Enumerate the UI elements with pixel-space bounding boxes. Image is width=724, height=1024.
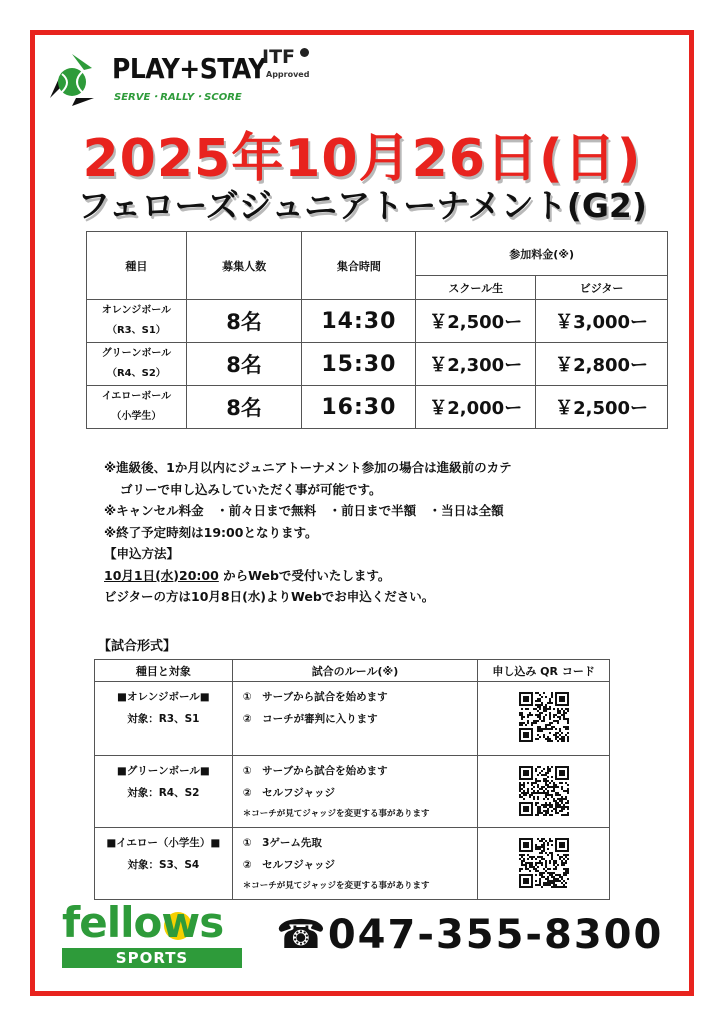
format-rule: ② コーチが審判に入ります [242, 713, 378, 725]
fee-row-school: ￥2,500ー [416, 300, 536, 343]
format-note: ＊コーチが見てジャッジを変更する事があります [242, 881, 430, 891]
apply-heading: 【申込方法】 [104, 546, 180, 561]
format-rule: ① サーブから試合を始めます [242, 691, 388, 703]
itf-text: ITF [262, 46, 296, 68]
apply-text: からWebで受付いたします。 [218, 567, 391, 583]
note-line: ※進級後、1か月以内にジュニアトーナメント参加の場合は進級前のカテ [104, 460, 512, 475]
fee-header-school: スクール生 [416, 276, 536, 300]
fee-row-capacity: 8名 [186, 300, 302, 343]
fee-row [87, 300, 668, 343]
apply-date: 10月1日(水)20:00 [104, 567, 219, 583]
logo-subtitle: SERVE・RALLY・SCORE [114, 92, 242, 103]
fellows-logo-bar: SPORTS [62, 948, 242, 968]
notes-block [104, 457, 664, 608]
format-row [95, 828, 610, 900]
fee-row-school: ￥2,300ー [416, 343, 536, 386]
fee-header-visitor: ビジター [536, 276, 668, 300]
format-header-rules: 試合のルール(※) [232, 660, 477, 682]
format-header-qr: 申し込み QR コード [478, 660, 610, 682]
fee-row-sub: （R3、S1） [106, 325, 166, 336]
fee-row-sub: （小学生） [111, 411, 162, 422]
fee-row-sub: （R4、S2） [106, 368, 166, 379]
logo-title: PLAY+STAY [112, 52, 266, 85]
format-row-name: ■イエロー（小学生）■ [106, 837, 221, 849]
format-row-target: 対象：R3、S1 [127, 713, 200, 725]
qr-code-yellow[interactable] [519, 838, 569, 888]
format-row-target: 対象：S3、S4 [127, 859, 200, 871]
fee-header-capacity: 募集人数 [186, 232, 302, 300]
format-rule: ② セルフジャッジ [242, 859, 335, 871]
play-stay-mark-icon [42, 50, 102, 110]
fee-table [86, 231, 668, 429]
visitor-apply-line: ビジターの方は10月8日(水)よりWebでお申込ください。 [104, 589, 435, 604]
qr-code-orange[interactable] [519, 692, 569, 742]
format-note: ＊コーチが見てジャッジを変更する事があります [242, 809, 430, 819]
fee-row-name: グリーンボール [101, 348, 172, 359]
event-date-title: 2025年10月26日(日) [82, 129, 642, 189]
format-rule: ② セルフジャッジ [242, 787, 335, 799]
note-line: ゴリーで申し込みしていただく事が可能です。 [120, 481, 382, 497]
note-line: ※キャンセル料金 ・前々日まで無料 ・前日まで半額 ・当日は全額 [104, 503, 504, 518]
fee-row-school: ￥2,000ー [416, 386, 536, 429]
fellows-logo-text: fellows [62, 898, 224, 947]
format-row [95, 682, 610, 756]
fee-header-fee: 参加料金(※) [416, 232, 668, 276]
format-rule: ① 3ゲーム先取 [242, 837, 322, 849]
fee-row-name: オレンジボール [101, 305, 172, 316]
fee-row-time: 14:30 [302, 300, 416, 343]
format-row [95, 756, 610, 828]
itf-approved: Approved [266, 70, 310, 79]
fee-row [87, 343, 668, 386]
fee-row [87, 386, 668, 429]
note-line: ※終了予定時刻は19:00となります。 [104, 524, 318, 540]
itf-logo [262, 46, 322, 86]
tennis-ball-icon [300, 48, 309, 57]
format-heading: 【試合形式】 [98, 639, 177, 654]
qr-code-green[interactable] [519, 766, 569, 816]
fee-row-capacity: 8名 [186, 343, 302, 386]
fee-row-visitor: ￥3,000ー [536, 300, 668, 343]
format-rule: ① サーブから試合を始めます [242, 765, 388, 777]
play-stay-logo [42, 48, 266, 114]
format-row-name: ■グリーンボール■ [116, 765, 210, 777]
format-row-target: 対象：R4、S2 [127, 787, 200, 799]
fee-row-name: イエローボール [101, 391, 172, 402]
format-row-name: ■オレンジボール■ [117, 691, 210, 703]
format-header-target: 種目と対象 [95, 660, 233, 682]
fee-row-time: 15:30 [302, 343, 416, 386]
fee-row-visitor: ￥2,800ー [536, 343, 668, 386]
fellows-sports-logo [62, 898, 242, 970]
fee-header-event: 種目 [87, 232, 187, 300]
fee-row-time: 16:30 [302, 386, 416, 429]
fee-header-time: 集合時間 [302, 232, 416, 300]
phone-number[interactable]: ☎047-355-8300 [276, 912, 664, 958]
apply-line [104, 565, 664, 587]
fee-row-capacity: 8名 [186, 386, 302, 429]
fee-row-visitor: ￥2,500ー [536, 386, 668, 429]
format-table [94, 659, 610, 900]
event-name-title: フェローズジュニアトーナメント(G2) [77, 186, 647, 225]
